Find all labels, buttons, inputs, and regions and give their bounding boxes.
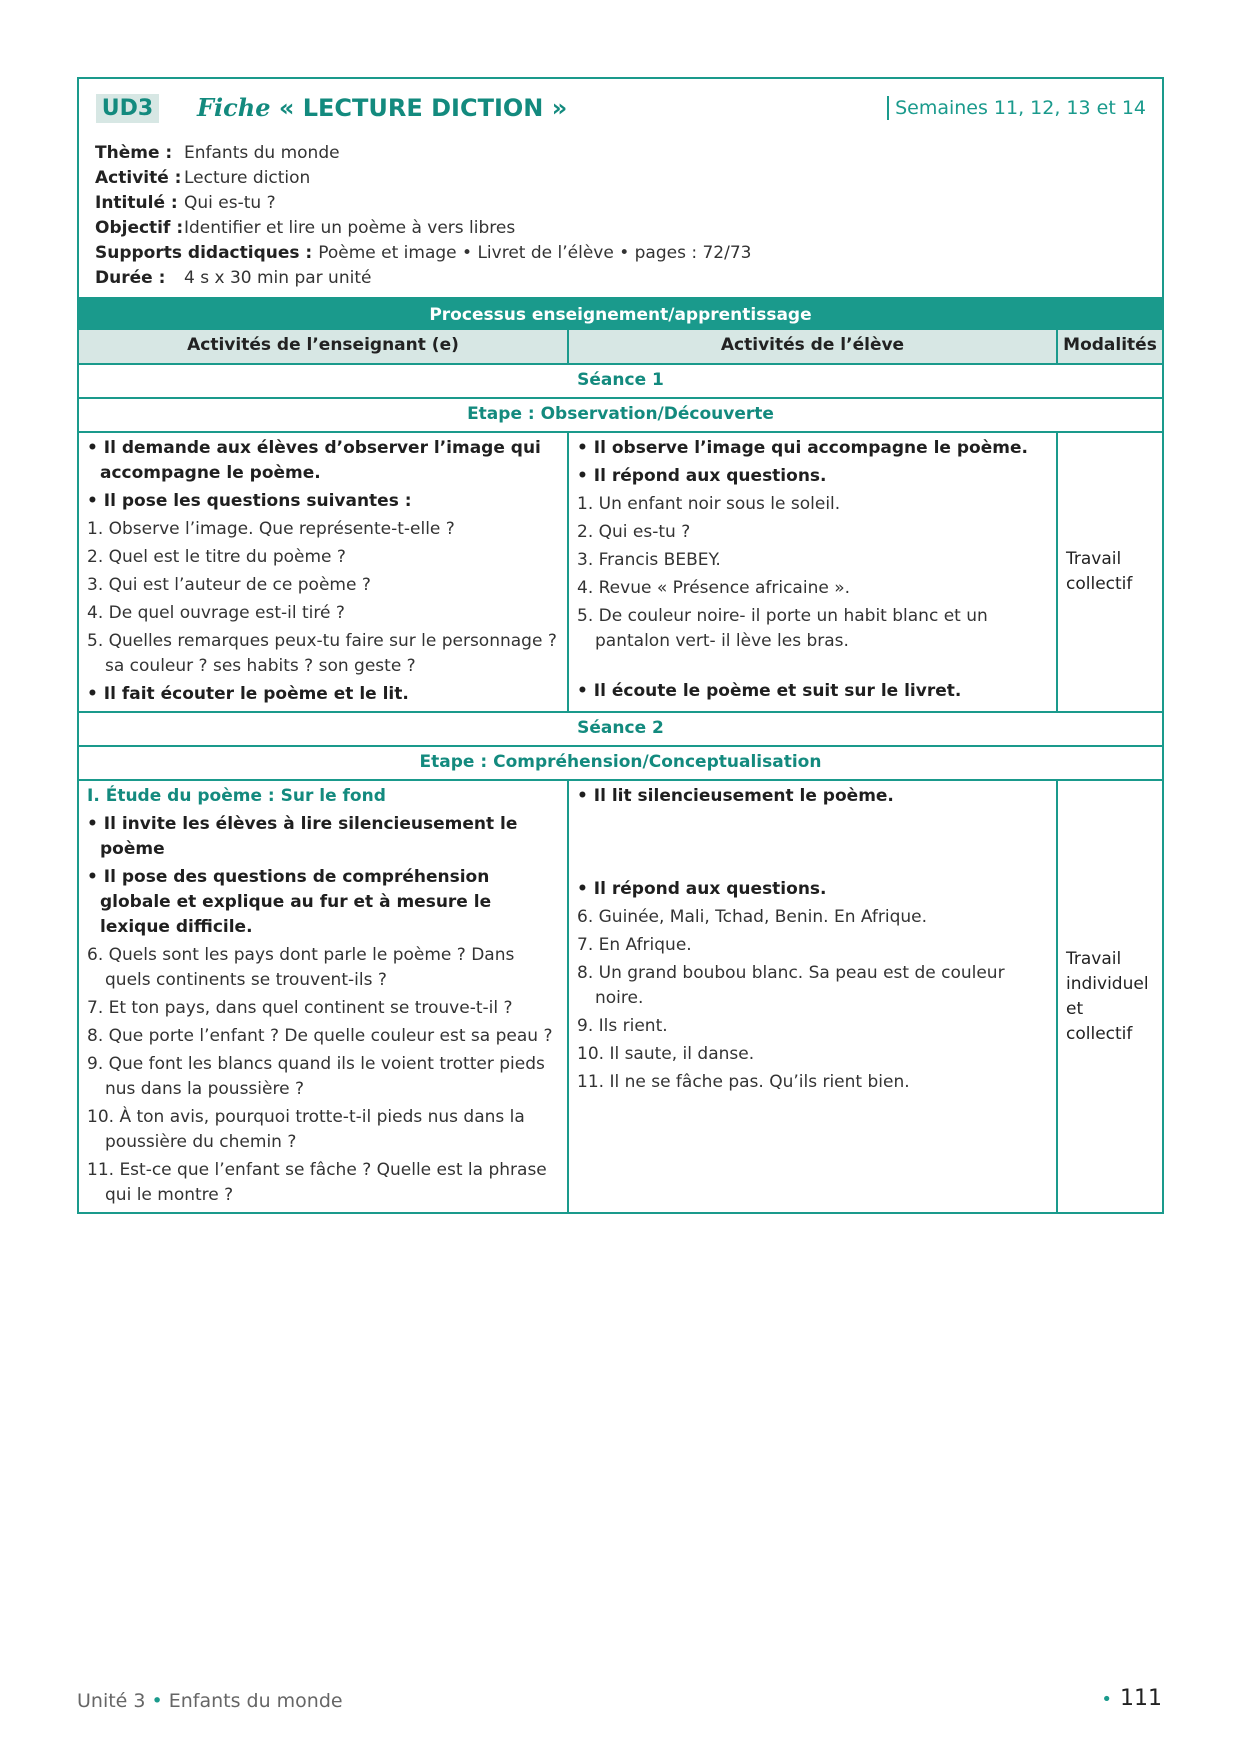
etape-2-row [79, 746, 1162, 780]
etape-1-title: Etape : Observation/Découverte [79, 398, 1162, 432]
duree-value: 4 s x 30 min par unité [184, 268, 372, 288]
list-item: 4. De quel ouvrage est-il tiré ? [87, 603, 345, 623]
seance-2-modalite-cell [1057, 780, 1162, 1212]
objectif-label: Objectif : [95, 218, 184, 238]
list-item: • Il demande aux élèves d’observer l’image qui accompagne le poème. [87, 438, 541, 483]
list-item: 5. De couleur noire- il porte un habit blanc et un pantalon vert- il lève les bras. [577, 606, 988, 651]
modalite-text: collectif [1066, 1023, 1133, 1044]
info-theme [95, 141, 751, 166]
intitule-value: Qui es-tu ? [184, 193, 276, 213]
seance-1-title: Séance 1 [79, 364, 1162, 398]
list-item: 9. Que font les blancs quand ils le voient trotter pieds nus dans la poussière ? [87, 1054, 545, 1099]
footer-bullet-icon: • [151, 1690, 163, 1712]
student-column-header: Activités de l’élève [568, 330, 1057, 364]
list-item: 9. Ils rient. [577, 1016, 668, 1036]
list-item: 3. Qui est l’auteur de ce poème ? [87, 575, 371, 595]
sheet-header [79, 79, 1162, 297]
list-item: 2. Qui es-tu ? [577, 522, 691, 542]
duree-label: Durée : [95, 268, 166, 288]
list-item: • Il lit silencieusement le poème. [577, 786, 894, 806]
info-intitule [95, 191, 751, 216]
column-header-row [79, 330, 1162, 364]
page-bullet-icon: • [1101, 1689, 1112, 1710]
list-item: 10. À ton avis, pourquoi trotte-t-il pieds nus dans la poussière du chemin ? [87, 1107, 525, 1152]
list-item: 7. Et ton pays, dans quel continent se trouve-t-il ? [87, 998, 513, 1018]
seance-1-modalite-cell [1057, 432, 1162, 712]
process-title: Processus enseignement/apprentissage [79, 297, 1162, 330]
list-item: 4. Revue « Présence africaine ». [577, 578, 851, 598]
list-item: • Il répond aux questions. [577, 879, 827, 899]
modalite-text: Travail [1066, 948, 1122, 969]
modalites-column-header: Modalités [1057, 330, 1162, 364]
objectif-value: Identifier et lire un poème à vers libres [184, 218, 516, 238]
list-item: 8. Un grand boubou blanc. Sa peau est de couleur noire. [577, 963, 1005, 1008]
info-duree [95, 266, 751, 291]
list-item: • Il pose des questions de compréhension globale et explique au fur et à mesure le lexique difficile. [87, 867, 492, 937]
list-item: • Il pose les questions suivantes : [87, 491, 412, 511]
list-item: • Il invite les élèves à lire silencieusement le poème [87, 814, 518, 859]
list-item: 1. Observe l’image. Que représente-t-elle ? [87, 519, 455, 539]
seance-1-row [79, 364, 1162, 398]
section-heading: I. Étude du poème : Sur le fond [87, 786, 386, 806]
list-item: • Il observe l’image qui accompagne le poème. [577, 438, 1028, 458]
list-item: 2. Quel est le titre du poème ? [87, 547, 346, 567]
list-item: 3. Francis BEBEY. [577, 550, 721, 570]
seance-1-student-cell [568, 432, 1057, 712]
page-number-block [1101, 1686, 1162, 1711]
lesson-sheet [77, 77, 1164, 1214]
seance-2-student-cell [568, 780, 1057, 1212]
list-item: 11. Il ne se fâche pas. Qu’ils rient bien. [577, 1072, 910, 1092]
seance-2-row [79, 712, 1162, 746]
modalite-text: individuel [1066, 973, 1149, 994]
list-item: • Il fait écouter le poème et le lit. [87, 684, 409, 704]
unit-badge: UD3 [96, 94, 159, 123]
theme-label: Thème : [95, 143, 173, 163]
teacher-column-header: Activités de l’enseignant (e) [79, 330, 568, 364]
seance-1-content-row [79, 432, 1162, 712]
info-supports [95, 241, 751, 266]
list-item: 5. Quelles remarques peux-tu faire sur le personnage ? sa couleur ? ses habits ? son geste ? [87, 631, 557, 676]
intitule-label: Intitulé : [95, 193, 178, 213]
activite-label: Activité : [95, 168, 182, 188]
seance-2-teacher-cell [79, 780, 568, 1212]
list-item: 6. Quels sont les pays dont parle le poème ? Dans quels continents se trouvent-ils ? [87, 945, 515, 990]
activities-table [79, 330, 1162, 1212]
sheet-title [197, 91, 567, 125]
info-objectif [95, 216, 751, 241]
activite-value: Lecture diction [184, 168, 311, 188]
etape-2-title: Etape : Compréhension/Conceptualisation [79, 746, 1162, 780]
footer-unit [77, 1690, 343, 1712]
footer-unit-label: Unité 3 [77, 1690, 146, 1712]
seance-2-content-row [79, 780, 1162, 1212]
list-item: 10. Il saute, il danse. [577, 1044, 755, 1064]
list-item: 6. Guinée, Mali, Tchad, Benin. En Afrique. [577, 907, 928, 927]
list-item: • Il écoute le poème et suit sur le livret. [577, 681, 962, 701]
footer-theme-label: Enfants du monde [168, 1690, 343, 1712]
page-number: 111 [1120, 1686, 1162, 1711]
list-item: 8. Que porte l’enfant ? De quelle couleur est sa peau ? [87, 1026, 553, 1046]
list-item: • Il répond aux questions. [577, 466, 827, 486]
info-activite [95, 166, 751, 191]
seance-2-title: Séance 2 [79, 712, 1162, 746]
weeks-label: Semaines 11, 12, 13 et 14 [887, 96, 1146, 120]
supports-label: Supports didactiques : [95, 243, 313, 263]
theme-value: Enfants du monde [184, 143, 340, 163]
modalite-text: et [1066, 998, 1084, 1019]
fiche-title-text: « LECTURE DICTION » [278, 94, 568, 122]
modalite-text: collectif [1066, 574, 1133, 594]
modalite-text: Travail [1066, 549, 1122, 569]
supports-value: Poème et image • Livret de l’élève • pages : 72/73 [318, 243, 752, 263]
list-item: 1. Un enfant noir sous le soleil. [577, 494, 841, 514]
list-item: 7. En Afrique. [577, 935, 692, 955]
fiche-word: Fiche [197, 93, 271, 122]
lesson-info [95, 141, 751, 291]
etape-1-row [79, 398, 1162, 432]
list-item: 11. Est-ce que l’enfant se fâche ? Quelle est la phrase qui le montre ? [87, 1160, 547, 1205]
seance-1-teacher-cell [79, 432, 568, 712]
